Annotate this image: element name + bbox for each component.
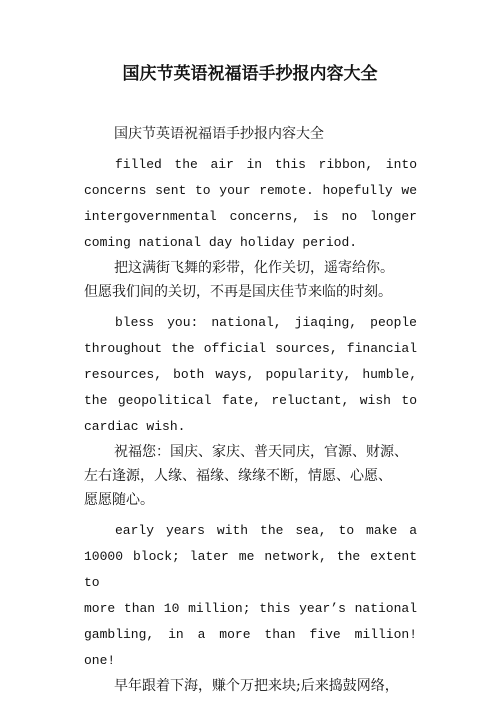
paragraph-english-2 — [84, 310, 417, 440]
text-line: coming national day holiday period. — [84, 235, 358, 250]
text-line: cardiac wish. — [84, 419, 186, 434]
text-line: 但愿我们间的关切，不再是国庆佳节来临的时刻。 — [84, 284, 392, 300]
paragraph-english-3 — [84, 518, 417, 674]
text-line: 愿愿随心。 — [84, 492, 154, 508]
text-line: 早年跟着下海，赚个万把来块;后来捣鼓网络， — [114, 678, 399, 694]
text-line: more than 10 million; this year’s national — [84, 601, 417, 616]
text-line: filled the air in this ribbon, into — [115, 157, 417, 172]
text-line: the geopolitical fate, reluctant, wish to — [84, 393, 417, 408]
paragraph-chinese-2 — [84, 440, 417, 512]
text-line: concerns sent to your remote. hopefully we — [84, 183, 417, 198]
text-line: 左右逢源，人缘、福缘、缘缘不断，情愿、心愿、 — [84, 468, 392, 484]
paragraph-english-1 — [84, 152, 417, 256]
paragraph-chinese-3 — [84, 674, 417, 698]
text-line: 10000 block; later me network, the extent to — [84, 549, 417, 590]
text-line: gambling, in a more than five million! one! — [84, 627, 417, 668]
text-line: early years with the sea, to make a — [115, 523, 417, 538]
paragraph-chinese-1 — [84, 256, 417, 304]
text-line: throughout the official sources, financial — [84, 341, 417, 356]
text-line: resources, both ways, popularity, humble, — [84, 367, 417, 382]
text-line: 把这满街飞舞的彩带，化作关切，遥寄给你。 — [114, 260, 394, 276]
document-title: 国庆节英语祝福语手抄报内容大全 — [122, 64, 378, 84]
document-body — [84, 122, 417, 704]
text-line: 祝福您：国庆、家庆、普天同庆，官源、财源、 — [114, 444, 408, 460]
document-subtitle: 国庆节英语祝福语手抄报内容大全 — [114, 126, 324, 142]
text-line: bless you: national, jiaqing, people — [115, 315, 417, 330]
text-line: intergovernmental concerns, is no longer — [84, 209, 417, 224]
